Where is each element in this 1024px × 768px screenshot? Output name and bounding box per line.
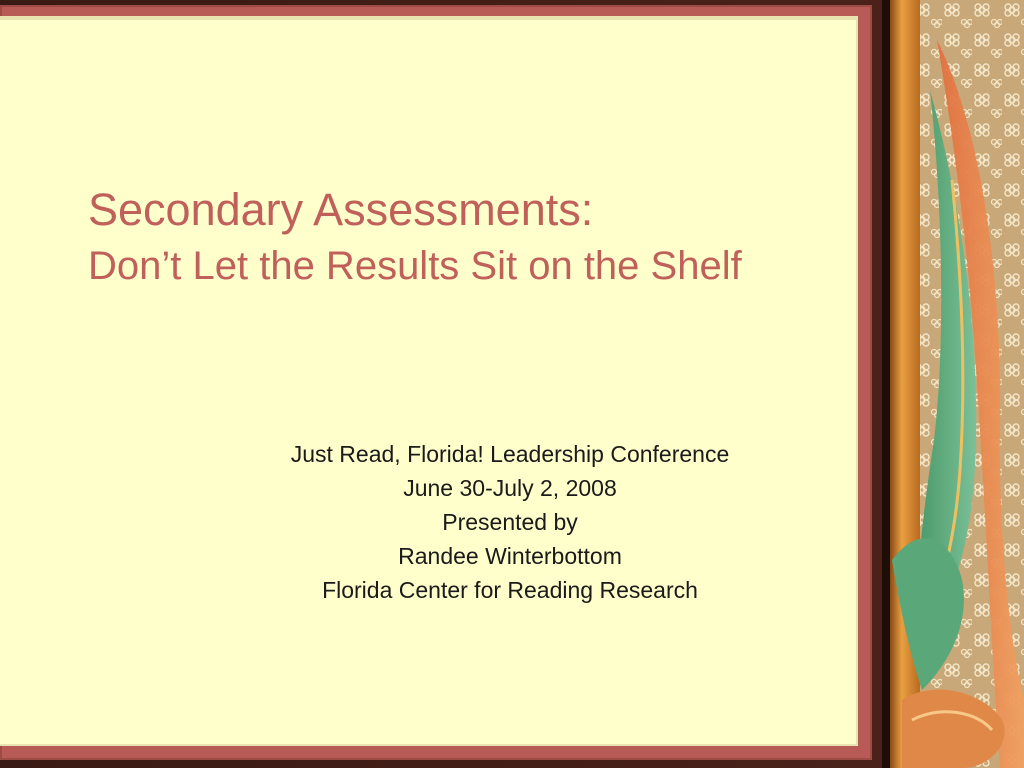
title-main-text: Secondary Assessments:	[88, 184, 594, 235]
subtitle-line: Florida Center for Reading Research	[322, 577, 698, 603]
subtitle-line: Just Read, Florida! Leadership Conference	[290, 441, 730, 467]
subtitle-line: June 30-July 2, 2008	[403, 475, 617, 501]
slide-canvas	[0, 20, 856, 744]
title-subtitle-text: Don’t Let the Results Sit on the Shelf	[88, 244, 742, 288]
slide-subtitle-block	[190, 437, 830, 607]
decorative-side-panel	[882, 0, 1024, 768]
subtitle-line: Randee Winterbottom	[398, 543, 622, 569]
slide-title	[88, 182, 808, 294]
subtitle-line: Presented by	[442, 509, 578, 535]
